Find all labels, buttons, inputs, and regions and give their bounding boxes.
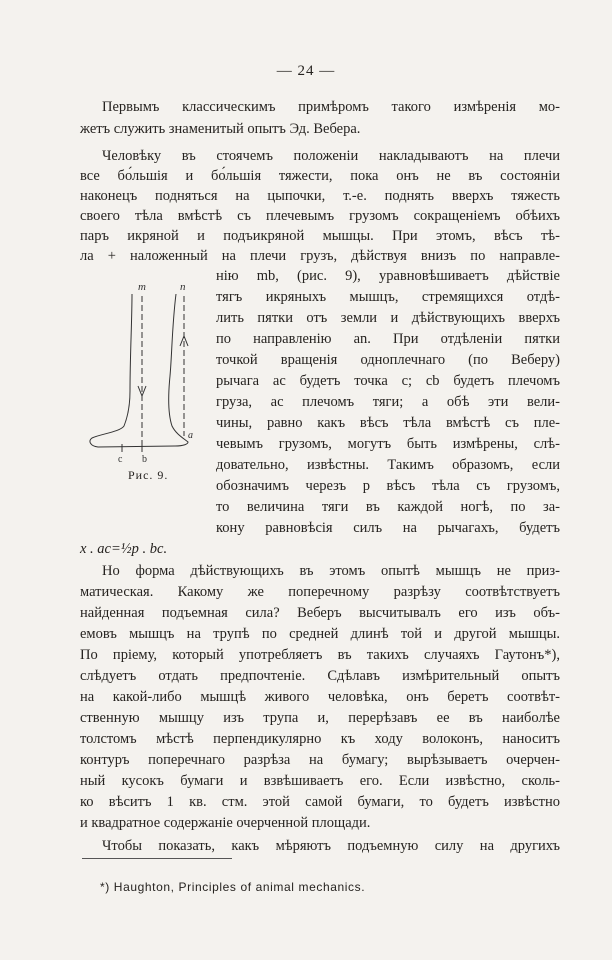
formula: x . ac=½p . bc. [80,541,168,557]
figure-leg-lever [80,276,210,466]
figure-caption: Рис. 9. [128,468,169,482]
text-line: то величина тяги въ каждой ногѣ, по за- [216,499,560,515]
text-line: обозначимъ черезъ p вѣсъ тѣла съ грузомъ, [216,478,560,494]
label-b: b [142,454,147,465]
text-line: ла + наложенный на плечи грузъ, дѣйствуя внизъ по направле- [80,248,560,264]
text-line: найденная подъемная сила? Веберъ высчитывалъ его изъ объ- [80,605,560,621]
text-line: контуръ поперечнаго разрѣза на бумагу; вырѣзываетъ очерчен- [80,752,560,768]
text-line: Первымъ классическимъ примѣромъ такого измѣренія мо- [102,99,560,115]
text-line: толстомъ мѣстѣ перпендикулярно къ ходу волоконъ, наноситъ [80,731,560,747]
leg-outline [90,294,188,447]
text-line: слѣдуетъ отдать предпочтеніе. Сдѣлавъ измѣрительный опытъ [80,668,560,684]
text-line: довательно, извѣстны. Такимъ образомъ, если [216,457,560,473]
leg-diagram [80,276,210,466]
label-m: m [138,281,146,293]
text-line: тягъ икряныхъ мышцъ, стремящихся отдѣ- [216,289,560,305]
page-number: — 24 — [276,63,336,79]
text-line: груза, ac плечомъ тяги; а обѣ эти вели- [216,394,560,410]
text-line: чевымъ грузомъ, могутъ быть измѣрены, слѣ- [216,436,560,452]
text-line: своего тѣла вмѣстѣ съ плечевымъ грузомъ сокращеніемъ обѣихъ [80,208,560,224]
text-line: ко вѣситъ 1 кв. стм. этой самой бумаги, то будетъ извѣстно [80,794,560,810]
footnote-rule [82,858,232,859]
text-line: нію mb, (рис. 9), уравновѣшиваетъ дѣйствіе [216,268,560,284]
label-n: n [180,281,186,293]
label-a: a [188,430,193,441]
text-line: паръ икряной и подъикряной мышцы. При этомъ, вѣсъ тѣ- [80,228,560,244]
text-line: чины, равно какъ вѣсъ тѣла вмѣстѣ съ пле- [216,415,560,431]
text-line: по направленію an. При отдѣленіи пятки [216,331,560,347]
text-line: рычага ac будетъ точка c; cb будетъ плечомъ [216,373,560,389]
text-line: матическая. Какому же поперечному разрѣзу соотвѣтствуетъ [80,584,560,600]
text-line: По пріему, который употребляетъ въ такихъ случаяхъ Гаутонъ*), [80,647,560,663]
text-line-last: и квадратное содержаніе очерченной площади. [80,815,371,831]
text-line: все бо́льшія и бо́льшія тяжести, пока онъ не въ состояніи [80,168,560,184]
text-line: кону равновѣсія силъ на рычагахъ, будетъ [216,520,560,536]
label-c: c [118,454,123,465]
text-line: емовъ мышцъ на трупѣ по средней длинѣ той и другой мышцы. [80,626,560,642]
text-line-last: жетъ служить знаменитый опытъ Эд. Вебера. [80,121,361,137]
text-line: точкой вращенія одноплечнаго (по Веберу) [216,352,560,368]
text-line: ный кусокъ бумаги и взвѣшиваетъ его. Если извѣстно, сколь- [80,773,560,789]
text-line: Чтобы показать, какъ мѣряютъ подъемную силу на другихъ [102,838,560,854]
text-line: Человѣку въ стоячемъ положеніи накладываютъ на плечи [102,148,560,164]
text-line: ственную мышцу изъ трупа и, перерѣзавъ ее въ наиболѣе [80,710,560,726]
text-line: лить пятки отъ земли и дѣйствующихъ вверхъ [216,310,560,326]
footnote: *) Haughton, Principles of animal mechanics. [100,880,366,894]
text-line: Но форма дѣйствующихъ въ этомъ опытѣ мышцъ не приз- [102,563,560,579]
text-line: на какой-либо мышцѣ живого человѣка, онъ беретъ соотвѣт- [80,689,560,705]
text-line: наконецъ подняться на цыпочки, т.-е. поднять вверхъ тяжесть [80,188,560,204]
